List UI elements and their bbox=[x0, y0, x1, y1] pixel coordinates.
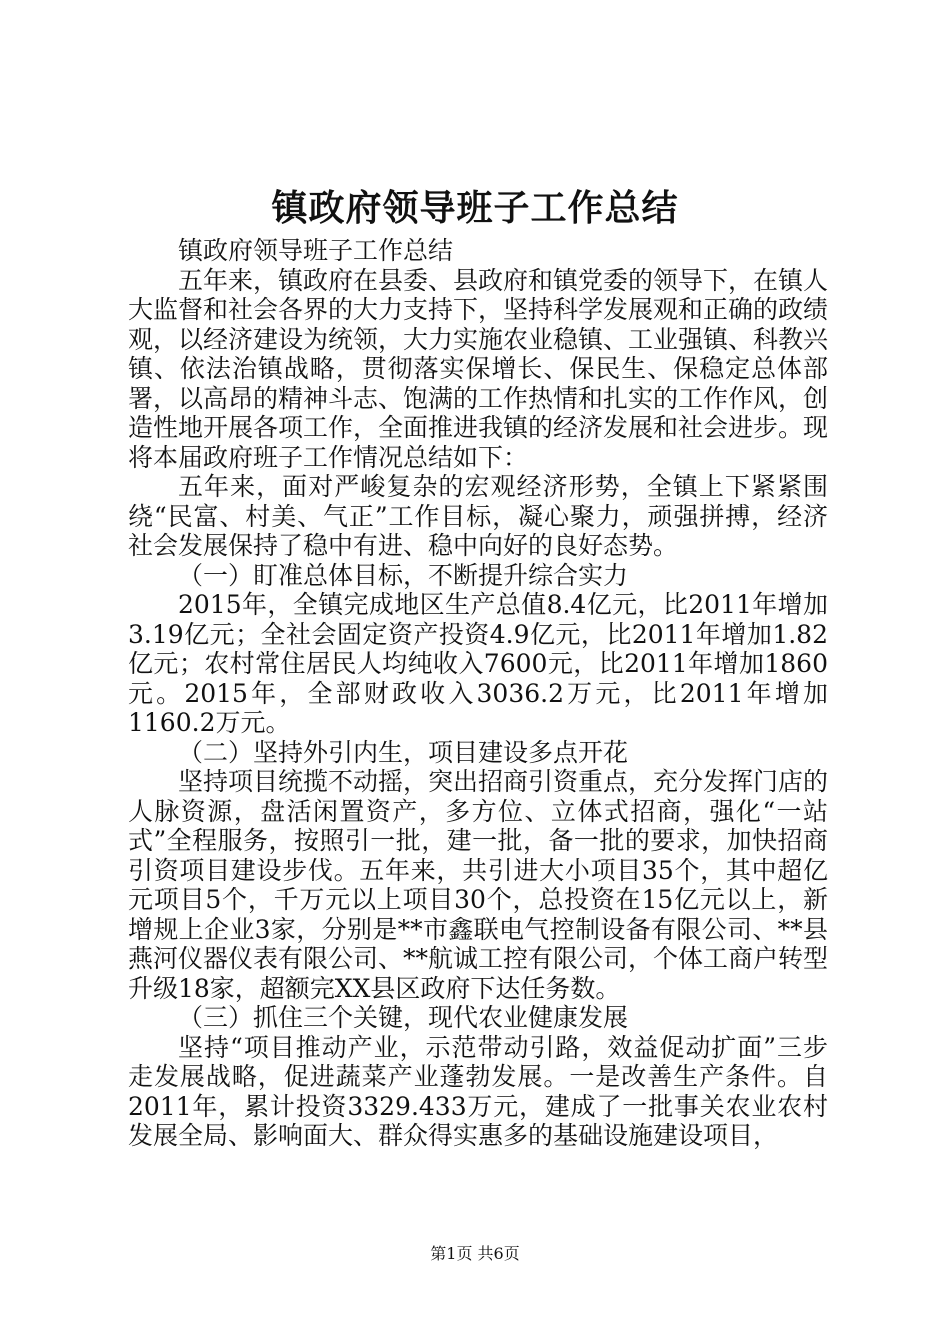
paragraph-intro: 五年来，镇政府在县委、县政府和镇党委的领导下，在镇人大监督和社会各界的大力支持下，坚持科学发展观和正确的政绩观，以经济建设为统领，大力实施农业稳镇、工业强镇、科教兴镇、依法治镇战略，贯彻落实保增长、保民生、保稳定总体部署，以高昂的精神斗志、饱满的工作热情和扎实的工作作风，创造性地开展各项工作，全面推进我镇的经济发展和社会进步。现将本届政府班子工作情况总结如下： bbox=[128, 265, 829, 472]
paragraph-heading-repeat: 镇政府领导班子工作总结 bbox=[178, 236, 454, 265]
section-heading-2: （二）坚持外引内生，项目建设多点开花 bbox=[178, 737, 629, 767]
paragraph-section-3: 坚持“项目推动产业，示范带动引路，效益促动扩面”三步走发展战略，促进蔬菜产业蓬勃发展。一是改善生产条件。自2011年，累计投资3329.433万元，建成了一批事关农业农村发展全局、影响面大、群众得实惠多的基础设施建设项目， bbox=[128, 1032, 828, 1150]
section-heading-1: （一）盯准总体目标，不断提升综合实力 bbox=[178, 560, 629, 590]
page-number-footer: 第1页 共6页 bbox=[430, 1244, 520, 1263]
paragraph-section-2: 坚持项目统揽不动摇，突出招商引资重点，充分发挥门店的人脉资源，盘活闲置资产，多方位、立体式招商，强化“一站式”全程服务，按照引一批，建一批，备一批的要求，加快招商引资项目建设步伐。五年来，共引进大小项目35个，其中超亿元项目5个，千万元以上项目30个，总投资在15亿元以上，新增规上企业3家，分别是**市鑫联电气控制设备有限公司、**县燕河仪器仪表有限公司、**航诚工控有限公司，个体工商户转型升级18家，超额完XX县区政府下达任务数。 bbox=[128, 767, 829, 1003]
document-title: 镇政府领导班子工作总结 bbox=[271, 187, 679, 229]
paragraph-overview: 五年来，面对严峻复杂的宏观经济形势，全镇上下紧紧围绕“民富、村美、气正”工作目标，凝心聚力，顽强拼搏，经济社会发展保持了稳中有进、稳中向好的良好态势。 bbox=[128, 472, 828, 560]
document-body bbox=[128, 236, 828, 1151]
section-heading-3: （三）抓住三个关键，现代农业健康发展 bbox=[178, 1003, 629, 1032]
paragraph-section-1: 2015年，全镇完成地区生产总值8.4亿元，比2011年增加3.19亿元；全社会固定资产投资4.9亿元，比2011年增加1.82亿元；农村常住居民人均纯收入7600元，比2011年增加1860元。2015年，全部财政收入3036.2万元，比2011年增加1160.2万元。 bbox=[128, 590, 828, 737]
